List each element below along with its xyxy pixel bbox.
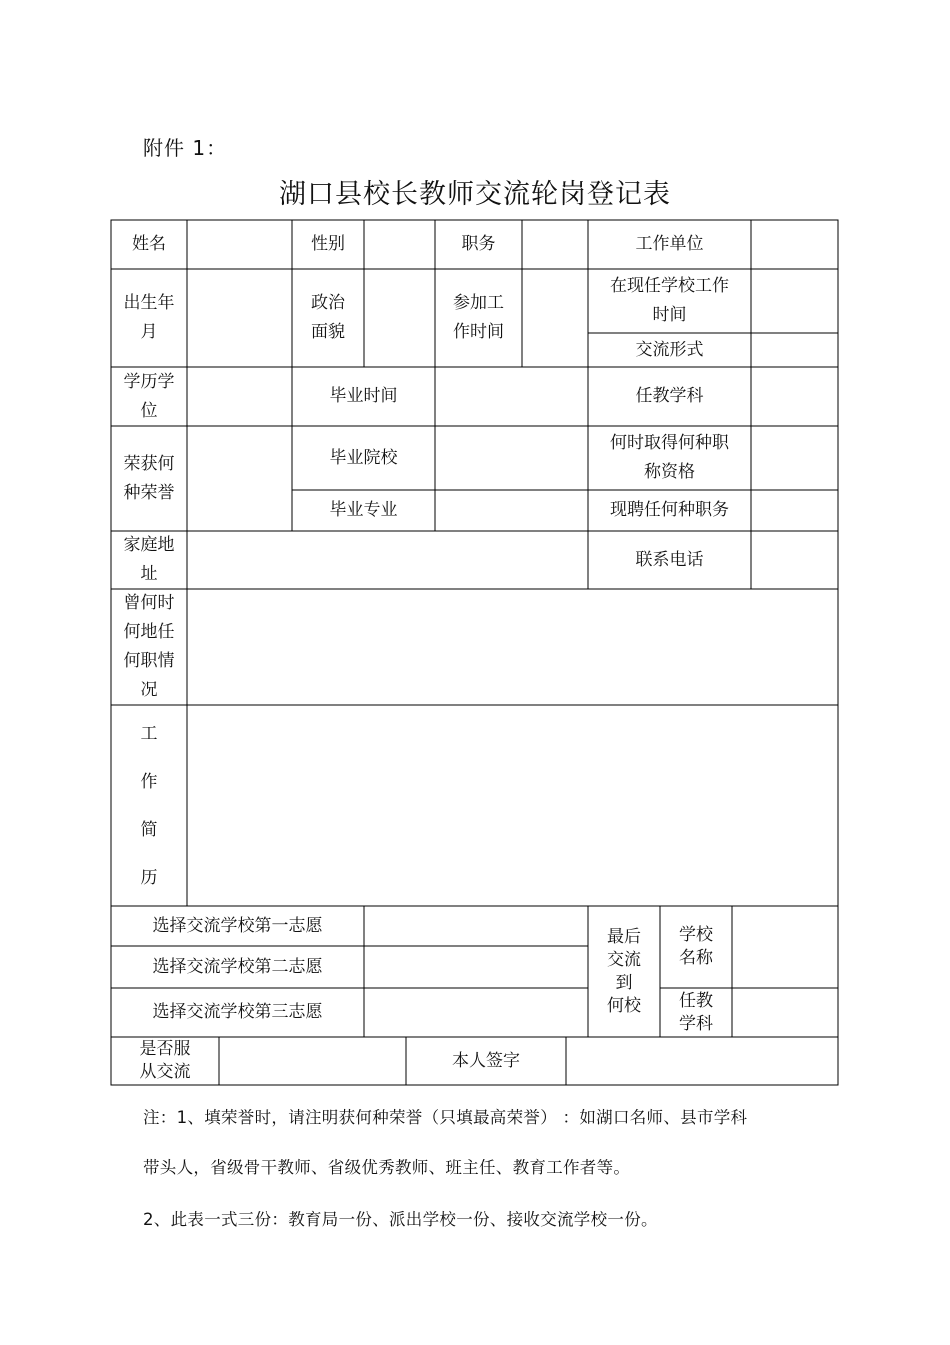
field-choice-3[interactable] <box>364 988 588 1037</box>
label-current-post: 现聘任何种职务 <box>610 500 729 520</box>
field-education[interactable] <box>187 367 292 426</box>
field-obey-exchange[interactable] <box>219 1037 406 1085</box>
label-choice-1: 选择交流学校第一志愿 <box>152 915 323 936</box>
label-signature: 本人签字 <box>452 1050 520 1071</box>
note-line-2: 带头人，省级骨干教师、省级优秀教师、班主任、教育工作者等。 <box>143 1158 631 1177</box>
field-current-post[interactable] <box>751 490 838 531</box>
field-school-name[interactable] <box>732 906 838 988</box>
note-line-3: 2、此表一式三份：教育局一份、派出学校一份、接收交流学校一份。 <box>143 1210 658 1229</box>
field-current-school-time[interactable] <box>751 269 838 333</box>
label-gender: 性别 <box>311 234 345 254</box>
label-work-resume: 工 作 简 历 <box>140 723 158 888</box>
label-birth: 出生年 月 <box>123 293 175 342</box>
field-exchange-form[interactable] <box>751 333 838 367</box>
field-signature[interactable] <box>566 1037 838 1085</box>
label-major: 毕业专业 <box>329 500 398 520</box>
field-work-start[interactable] <box>522 269 588 367</box>
form-title: 湖口县校长教师交流轮岗登记表 <box>279 179 671 210</box>
note-line-1: 注：1、填荣誉时，请注明获何种荣誉（只填最高荣誉） ：如湖口名师、县市学科 <box>143 1108 748 1127</box>
field-past-positions[interactable] <box>187 589 838 705</box>
field-title-qualification[interactable] <box>751 426 838 490</box>
label-current-school-time: 在现任学校工作 时间 <box>610 276 729 325</box>
label-honors: 荣获何 种荣誉 <box>123 453 175 503</box>
label-name: 姓名 <box>132 234 166 254</box>
label-final-school: 最后 交流 到 何校 <box>607 926 641 1016</box>
label-exchange-form: 交流形式 <box>635 339 704 360</box>
field-teach-subject[interactable] <box>732 988 838 1037</box>
field-birth[interactable] <box>187 269 292 367</box>
field-position[interactable] <box>522 220 588 269</box>
field-subject[interactable] <box>751 367 838 426</box>
attachment-label: 附件 1： <box>143 136 228 160</box>
label-address: 家庭地 址 <box>123 535 175 584</box>
field-phone[interactable] <box>751 531 838 589</box>
field-major[interactable] <box>435 490 588 531</box>
label-subject: 任教学科 <box>635 386 704 406</box>
label-graduation-school: 毕业院校 <box>329 447 398 468</box>
field-honors[interactable] <box>187 426 292 531</box>
label-title-qualification: 何时取得何种职 称资格 <box>610 433 729 482</box>
field-graduation-school[interactable] <box>435 426 588 490</box>
label-position: 职务 <box>461 234 496 254</box>
label-work-start: 参加工 作时间 <box>453 293 504 342</box>
field-graduation-time[interactable] <box>435 367 588 426</box>
field-political-status[interactable] <box>364 269 435 367</box>
label-choice-3: 选择交流学校第三志愿 <box>152 1002 323 1022</box>
field-choice-1[interactable] <box>364 906 588 946</box>
field-gender[interactable] <box>364 220 435 269</box>
field-choice-2[interactable] <box>364 946 588 988</box>
label-phone: 联系电话 <box>635 549 704 570</box>
label-past-positions: 曾何时 何地任 何职情 况 <box>123 593 175 700</box>
label-school-name: 学校 名称 <box>679 925 713 968</box>
label-teach-subject: 任教 学科 <box>679 990 713 1034</box>
field-work-unit[interactable] <box>751 220 838 269</box>
field-address[interactable] <box>187 531 588 589</box>
label-graduation-time: 毕业时间 <box>329 386 398 406</box>
label-education: 学历学 位 <box>123 371 175 421</box>
label-political-status: 政治 面貌 <box>311 293 345 342</box>
label-choice-2: 选择交流学校第二志愿 <box>152 956 323 977</box>
field-name[interactable] <box>187 220 292 269</box>
field-work-resume[interactable] <box>187 705 838 906</box>
label-obey-exchange: 是否服 从交流 <box>139 1039 191 1082</box>
label-work-unit: 工作单位 <box>635 234 704 254</box>
